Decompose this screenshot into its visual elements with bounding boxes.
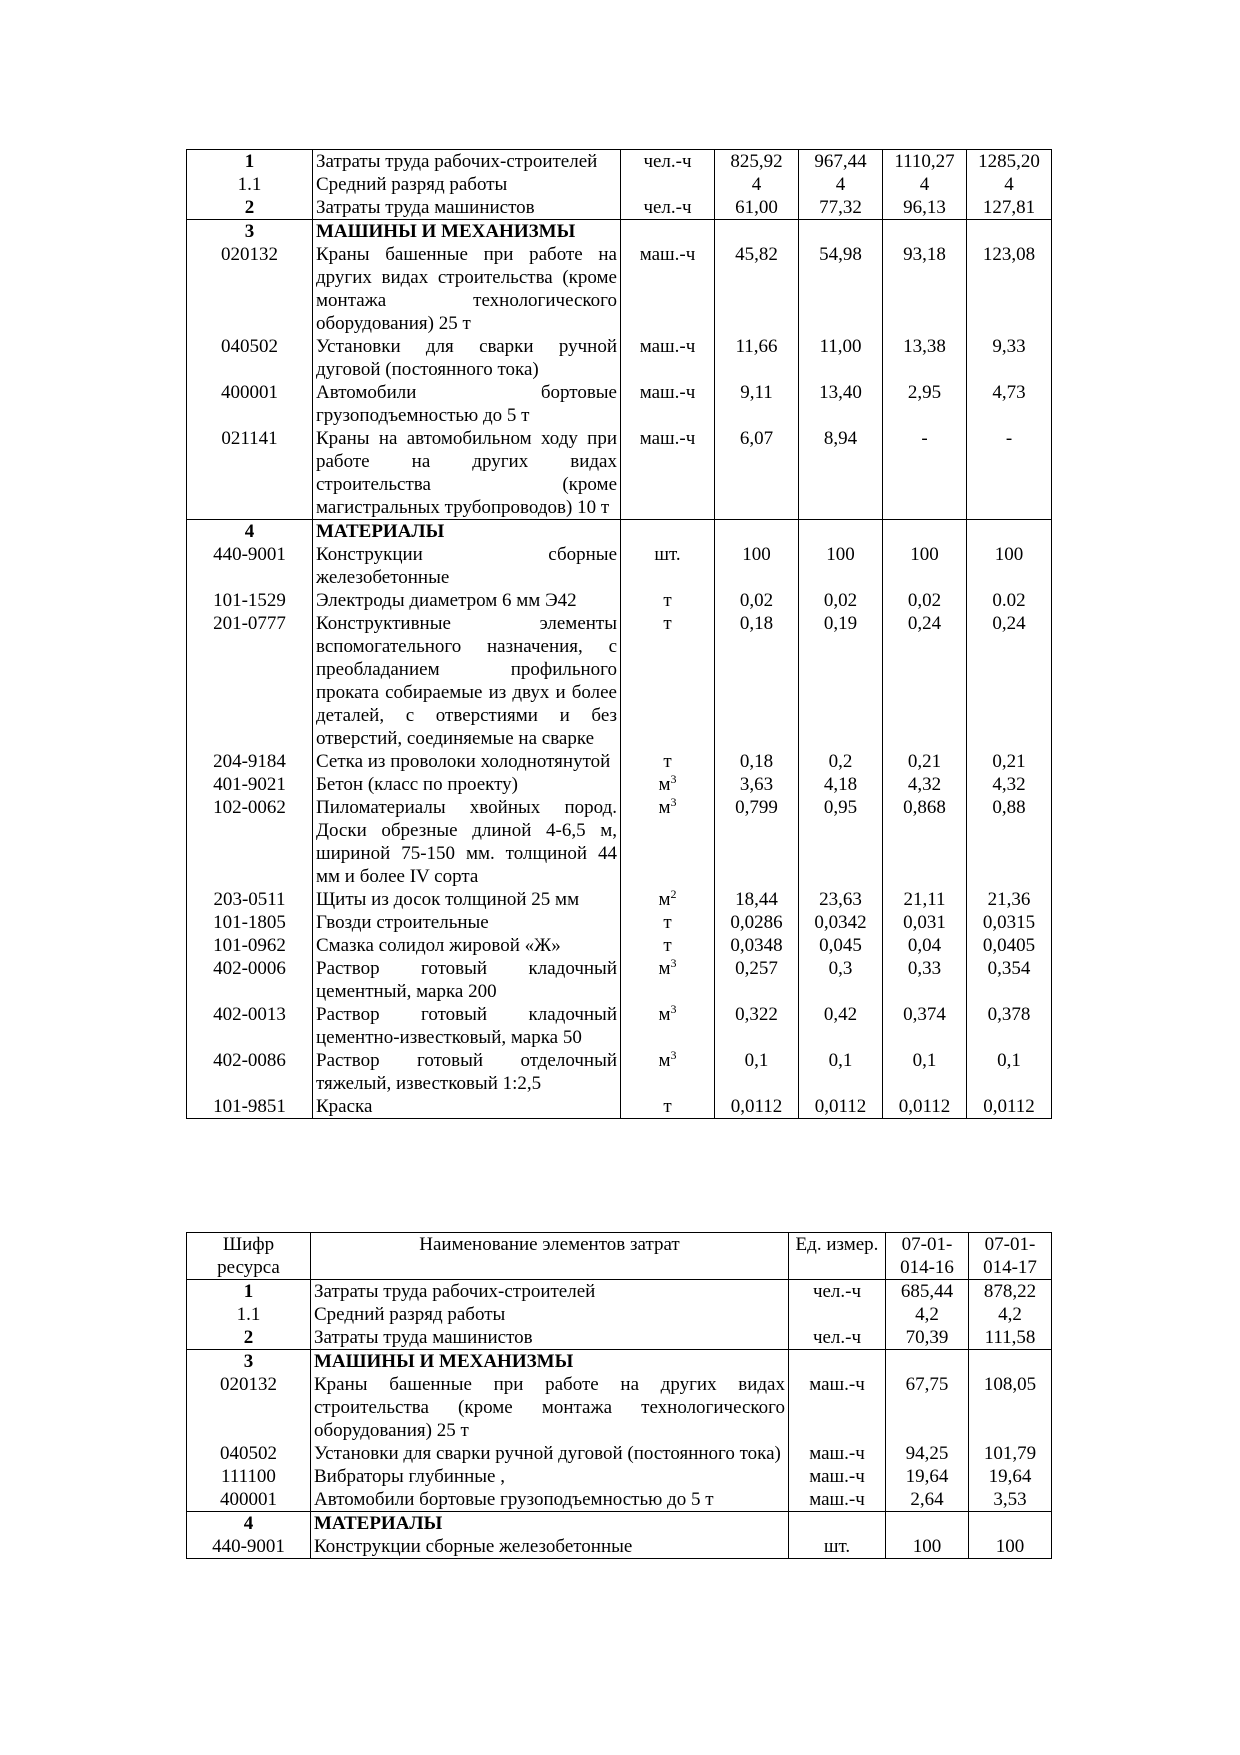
value-cell-3: 2,95 <box>883 381 967 427</box>
unit-cell <box>789 1512 886 1536</box>
value-cell-2: 0,0112 <box>799 1095 883 1119</box>
value-cell-3: 13,38 <box>883 335 967 381</box>
unit-cell <box>789 1488 886 1512</box>
unit-cell <box>621 381 715 427</box>
unit-superscript: 3 <box>670 772 677 786</box>
unit-cell <box>621 427 715 520</box>
value-cell-1: 9,11 <box>715 381 799 427</box>
value-cell-2: 54,98 <box>799 243 883 335</box>
table-row <box>187 750 1052 773</box>
unit-cell <box>621 1049 715 1095</box>
value-cell-2: 878,22 <box>969 1280 1052 1304</box>
unit-text: м <box>658 1004 671 1025</box>
unit-cell <box>621 220 715 244</box>
table-row <box>187 957 1052 1003</box>
unit-cell <box>621 1095 715 1119</box>
resource-name: Затраты труда машинистов <box>313 196 621 220</box>
unit-cell <box>621 888 715 911</box>
value-cell-1: 61,00 <box>715 196 799 220</box>
unit-text: т <box>663 590 672 611</box>
unit-text: маш.-ч <box>639 382 696 403</box>
resource-code: 2 <box>187 1326 311 1350</box>
resource-name: МАШИНЫ И МЕХАНИЗМЫ <box>313 220 621 244</box>
unit-superscript: 3 <box>670 795 677 809</box>
unit-text: м <box>658 958 671 979</box>
resource-code: 402-0013 <box>187 1003 313 1049</box>
unit-cell <box>789 1442 886 1465</box>
value-cell-3: 0,0112 <box>883 1095 967 1119</box>
unit-text: маш.-ч <box>809 1489 865 1510</box>
value-cell-2: 100 <box>799 543 883 589</box>
unit-cell <box>621 335 715 381</box>
value-cell-4: 4 <box>967 173 1052 196</box>
resource-code: 101-1529 <box>187 589 313 612</box>
value-cell-4: 0,0315 <box>967 911 1052 934</box>
value-cell-4: 0,378 <box>967 1003 1052 1049</box>
resource-name: Смазка солидол жировой «Ж» <box>313 934 621 957</box>
resource-code: 102-0062 <box>187 796 313 888</box>
table-row <box>187 543 1052 589</box>
value-cell-2: 4 <box>799 173 883 196</box>
unit-cell <box>621 773 715 796</box>
table-row <box>187 612 1052 750</box>
value-cell-1: 0,1 <box>715 1049 799 1095</box>
value-cell-4: 4,32 <box>967 773 1052 796</box>
unit-cell <box>621 173 715 196</box>
unit-cell <box>621 196 715 220</box>
resource-code: 400001 <box>187 1488 311 1512</box>
value-cell-1: 3,63 <box>715 773 799 796</box>
value-cell-2: 0,0342 <box>799 911 883 934</box>
value-cell-2: 111,58 <box>969 1326 1052 1350</box>
value-cell-3: 0,33 <box>883 957 967 1003</box>
resource-code: 440-9001 <box>187 543 313 589</box>
resource-name: Затраты труда машинистов <box>311 1326 789 1350</box>
table-row <box>187 173 1052 196</box>
value-cell-4: 0,0405 <box>967 934 1052 957</box>
header-unit: Ед. измер. <box>789 1233 886 1280</box>
section-row <box>187 1512 1052 1536</box>
value-cell-4: 0,354 <box>967 957 1052 1003</box>
value-cell-4: 0,1 <box>967 1049 1052 1095</box>
resource-code: 4 <box>187 1512 311 1536</box>
value-cell-4: 123,08 <box>967 243 1052 335</box>
value-cell-1: 100 <box>715 543 799 589</box>
resource-name: Бетон (класс по проекту) <box>313 773 621 796</box>
resource-code: 020132 <box>187 243 313 335</box>
value-cell-3: 0,02 <box>883 589 967 612</box>
value-cell-2: 3,53 <box>969 1488 1052 1512</box>
unit-cell <box>621 750 715 773</box>
resource-name: Краны башенные при работе на других видах строительства (кроме монтажа технологического оборудования) 25 т <box>311 1373 789 1442</box>
value-cell-4: 100 <box>967 543 1052 589</box>
value-cell-1: 825,92 <box>715 150 799 174</box>
resource-name: Конструкции сборные железобетонные <box>313 543 621 589</box>
value-cell-2: 108,05 <box>969 1373 1052 1442</box>
resource-code: 401-9021 <box>187 773 313 796</box>
resource-name: Электроды диаметром 6 мм Э42 <box>313 589 621 612</box>
unit-superscript: 3 <box>670 956 677 970</box>
resource-code: 3 <box>187 220 313 244</box>
value-cell-2: 4,18 <box>799 773 883 796</box>
table-row <box>187 1373 1052 1442</box>
value-cell-2: 13,40 <box>799 381 883 427</box>
value-cell-1: 0,18 <box>715 750 799 773</box>
unit-text: маш.-ч <box>809 1466 865 1487</box>
value-cell <box>967 220 1052 244</box>
value-cell-1: 11,66 <box>715 335 799 381</box>
table-row <box>187 1488 1052 1512</box>
unit-text: м <box>658 797 671 818</box>
value-cell-2: 0,02 <box>799 589 883 612</box>
resource-code: 1 <box>187 150 313 174</box>
value-cell-1: 67,75 <box>886 1373 969 1442</box>
resource-name: Автомобили бортовые грузоподъемностью до 5 т <box>311 1488 789 1512</box>
unit-cell <box>621 957 715 1003</box>
unit-cell <box>621 150 715 174</box>
value-cell-2: 101,79 <box>969 1442 1052 1465</box>
value-cell-4: 4,73 <box>967 381 1052 427</box>
unit-text: м <box>658 1050 671 1071</box>
unit-text: чел.-ч <box>643 151 692 172</box>
table-row <box>187 773 1052 796</box>
value-cell-3: 4 <box>883 173 967 196</box>
table-row <box>187 888 1052 911</box>
unit-text: т <box>663 613 672 634</box>
resource-code: 203-0511 <box>187 888 313 911</box>
header-col-2: 07-01-014-17 <box>969 1233 1052 1280</box>
value-cell <box>715 220 799 244</box>
resource-code: 020132 <box>187 1373 311 1442</box>
resource-name: Вибраторы глубинные , <box>311 1465 789 1488</box>
resource-code: 101-9851 <box>187 1095 313 1119</box>
unit-text: чел.-ч <box>643 197 692 218</box>
value-cell-1: 18,44 <box>715 888 799 911</box>
section-row <box>187 220 1052 244</box>
resource-code: 204-9184 <box>187 750 313 773</box>
resource-code: 1.1 <box>187 1303 311 1326</box>
value-cell-2: 0,045 <box>799 934 883 957</box>
value-cell-2: 19,64 <box>969 1465 1052 1488</box>
resource-code: 402-0086 <box>187 1049 313 1095</box>
unit-text: т <box>663 751 672 772</box>
value-cell <box>967 520 1052 544</box>
value-cell <box>883 520 967 544</box>
resource-name: Сетка из проволоки холоднотянутой <box>313 750 621 773</box>
table-row <box>187 427 1052 520</box>
resource-name: Пиломатериалы хвойных пород. Доски обрезные длиной 4-6,5 м, шириной 75-150 мм. толщиной 44 мм и более IV сорта <box>313 796 621 888</box>
value-cell-3: 0,04 <box>883 934 967 957</box>
unit-text: маш.-ч <box>639 244 696 265</box>
resource-name: Автомобили бортовые грузоподъемностью до 5 т <box>313 381 621 427</box>
value-cell-4: 0,88 <box>967 796 1052 888</box>
value-cell-3: 0,374 <box>883 1003 967 1049</box>
unit-text: т <box>663 935 672 956</box>
value-cell <box>799 520 883 544</box>
unit-cell <box>621 796 715 888</box>
resource-code: 4 <box>187 520 313 544</box>
value-cell <box>715 520 799 544</box>
resource-name: Средний разряд работы <box>313 173 621 196</box>
value-cell-4: - <box>967 427 1052 520</box>
value-cell-2: 0,42 <box>799 1003 883 1049</box>
resource-code: 402-0006 <box>187 957 313 1003</box>
value-cell-1: 0,322 <box>715 1003 799 1049</box>
unit-cell <box>789 1373 886 1442</box>
table-row <box>187 335 1052 381</box>
table-row <box>187 1465 1052 1488</box>
value-cell-4: 127,81 <box>967 196 1052 220</box>
table-header-row <box>187 1233 1052 1280</box>
unit-text: т <box>663 1096 672 1117</box>
table-row <box>187 196 1052 220</box>
value-cell-3: 0,031 <box>883 911 967 934</box>
unit-cell <box>621 243 715 335</box>
resource-name: МАШИНЫ И МЕХАНИЗМЫ <box>311 1350 789 1374</box>
resource-name: Краны башенные при работе на других видах строительства (кроме монтажа технологического оборудования) 25 т <box>313 243 621 335</box>
unit-cell <box>789 1465 886 1488</box>
unit-cell <box>789 1303 886 1326</box>
unit-text: маш.-ч <box>809 1374 865 1395</box>
value-cell-1: 4,2 <box>886 1303 969 1326</box>
unit-text: маш.-ч <box>639 428 696 449</box>
unit-text: чел.-ч <box>812 1281 862 1302</box>
value-cell-3: - <box>883 427 967 520</box>
resource-name: Конструкции сборные железобетонные <box>311 1535 789 1559</box>
unit-cell <box>621 520 715 544</box>
unit-cell <box>789 1350 886 1374</box>
value-cell-2: 11,00 <box>799 335 883 381</box>
value-cell-4: 0,24 <box>967 612 1052 750</box>
value-cell-2: 0,1 <box>799 1049 883 1095</box>
table-row <box>187 1003 1052 1049</box>
table-row <box>187 589 1052 612</box>
table-row <box>187 1280 1052 1304</box>
table-row <box>187 796 1052 888</box>
unit-text: м <box>658 774 671 795</box>
value-cell-1: 0,799 <box>715 796 799 888</box>
resource-name: Гвозди строительные <box>313 911 621 934</box>
value-cell-1: 0,0286 <box>715 911 799 934</box>
resource-code: 440-9001 <box>187 1535 311 1559</box>
value-cell <box>799 220 883 244</box>
resource-name: МАТЕРИАЛЫ <box>313 520 621 544</box>
table-row <box>187 1535 1052 1559</box>
value-cell-1: 70,39 <box>886 1326 969 1350</box>
value-cell <box>886 1512 969 1536</box>
value-cell-3: 0,24 <box>883 612 967 750</box>
value-cell-2: 8,94 <box>799 427 883 520</box>
resource-table-2 <box>186 1232 1052 1559</box>
resource-code: 400001 <box>187 381 313 427</box>
value-cell-3: 0,1 <box>883 1049 967 1095</box>
resource-code: 1 <box>187 1280 311 1304</box>
value-cell <box>969 1350 1052 1374</box>
resource-name: Затраты труда рабочих-строителей <box>313 150 621 174</box>
value-cell-1: 6,07 <box>715 427 799 520</box>
table-row <box>187 1326 1052 1350</box>
resource-name: МАТЕРИАЛЫ <box>311 1512 789 1536</box>
header-code: Шифр ресурса <box>187 1233 311 1280</box>
resource-code: 3 <box>187 1350 311 1374</box>
unit-cell <box>621 934 715 957</box>
unit-cell <box>789 1326 886 1350</box>
unit-text: шт. <box>654 544 681 565</box>
resource-code: 111100 <box>187 1465 311 1488</box>
value-cell-4: 0,21 <box>967 750 1052 773</box>
value-cell-3: 93,18 <box>883 243 967 335</box>
unit-text: маш.-ч <box>809 1443 865 1464</box>
unit-cell <box>621 543 715 589</box>
resource-code: 040502 <box>187 1442 311 1465</box>
table-row <box>187 934 1052 957</box>
value-cell-1: 0,02 <box>715 589 799 612</box>
resource-name: Установки для сварки ручной дуговой (постоянного тока) <box>313 335 621 381</box>
value-cell-2: 967,44 <box>799 150 883 174</box>
value-cell-2: 0,19 <box>799 612 883 750</box>
value-cell-3: 0,868 <box>883 796 967 888</box>
value-cell-1: 0,0112 <box>715 1095 799 1119</box>
value-cell-1: 0,257 <box>715 957 799 1003</box>
unit-cell <box>621 1003 715 1049</box>
resource-name: Раствор готовый кладочный цементный, марка 200 <box>313 957 621 1003</box>
value-cell-3: 21,11 <box>883 888 967 911</box>
resource-code: 101-1805 <box>187 911 313 934</box>
resource-name: Установки для сварки ручной дуговой (постоянного тока) <box>311 1442 789 1465</box>
resource-code: 201-0777 <box>187 612 313 750</box>
value-cell-2: 4,2 <box>969 1303 1052 1326</box>
value-cell-1: 19,64 <box>886 1465 969 1488</box>
value-cell-4: 21,36 <box>967 888 1052 911</box>
header-name: Наименование элементов затрат <box>311 1233 789 1280</box>
table-row <box>187 1303 1052 1326</box>
unit-cell <box>621 612 715 750</box>
value-cell <box>969 1512 1052 1536</box>
table-row <box>187 911 1052 934</box>
value-cell-4: 9,33 <box>967 335 1052 381</box>
unit-cell <box>621 911 715 934</box>
section-row <box>187 1350 1052 1374</box>
resource-code: 1.1 <box>187 173 313 196</box>
unit-text: маш.-ч <box>639 336 696 357</box>
value-cell-3: 0,21 <box>883 750 967 773</box>
value-cell-2: 0,3 <box>799 957 883 1003</box>
unit-cell <box>621 589 715 612</box>
unit-superscript: 2 <box>670 887 677 901</box>
table-row <box>187 381 1052 427</box>
resource-name: Средний разряд работы <box>311 1303 789 1326</box>
value-cell-2: 0,2 <box>799 750 883 773</box>
unit-cell <box>789 1280 886 1304</box>
unit-text: чел.-ч <box>812 1327 862 1348</box>
value-cell-3: 1110,27 <box>883 150 967 174</box>
header-col-1: 07-01-014-16 <box>886 1233 969 1280</box>
resource-name: Раствор готовый кладочный цементно-известковый, марка 50 <box>313 1003 621 1049</box>
table-row <box>187 150 1052 174</box>
resource-name: Конструктивные элементы вспомогательного назначения, с преобладанием профильного проката собираемые из двух и более деталей, с отверстиями и без отверстий, соединяемые на сварке <box>313 612 621 750</box>
resource-code: 040502 <box>187 335 313 381</box>
section-row <box>187 520 1052 544</box>
value-cell-2: 100 <box>969 1535 1052 1559</box>
value-cell-1: 100 <box>886 1535 969 1559</box>
resource-code: 021141 <box>187 427 313 520</box>
unit-text: м <box>658 889 671 910</box>
value-cell-1: 2,64 <box>886 1488 969 1512</box>
value-cell-1: 94,25 <box>886 1442 969 1465</box>
unit-text: шт. <box>823 1536 851 1557</box>
unit-text: т <box>663 912 672 933</box>
value-cell-2: 23,63 <box>799 888 883 911</box>
resource-code: 101-0962 <box>187 934 313 957</box>
resource-table-1 <box>186 149 1052 1119</box>
value-cell-3: 4,32 <box>883 773 967 796</box>
unit-superscript: 3 <box>670 1048 677 1062</box>
value-cell <box>883 220 967 244</box>
resource-name: Краска <box>313 1095 621 1119</box>
value-cell-1: 45,82 <box>715 243 799 335</box>
value-cell-3: 96,13 <box>883 196 967 220</box>
unit-cell <box>789 1535 886 1559</box>
resource-code: 2 <box>187 196 313 220</box>
table-row <box>187 1095 1052 1119</box>
value-cell-2: 77,32 <box>799 196 883 220</box>
value-cell-2: 0,95 <box>799 796 883 888</box>
value-cell-1: 0,18 <box>715 612 799 750</box>
resource-name: Затраты труда рабочих-строителей <box>311 1280 789 1304</box>
value-cell-3: 100 <box>883 543 967 589</box>
value-cell-4: 1285,20 <box>967 150 1052 174</box>
unit-superscript: 3 <box>670 1002 677 1016</box>
value-cell-4: 0.02 <box>967 589 1052 612</box>
resource-name: Краны на автомобильном ходу при работе на других видах строительства (кроме магистральных трубопроводов) 10 т <box>313 427 621 520</box>
value-cell-1: 0,0348 <box>715 934 799 957</box>
value-cell-1: 685,44 <box>886 1280 969 1304</box>
value-cell <box>886 1350 969 1374</box>
value-cell-1: 4 <box>715 173 799 196</box>
table-row <box>187 1442 1052 1465</box>
table-row <box>187 243 1052 335</box>
resource-name: Раствор готовый отделочный тяжелый, известковый 1:2,5 <box>313 1049 621 1095</box>
resource-name: Щиты из досок толщиной 25 мм <box>313 888 621 911</box>
table-row <box>187 1049 1052 1095</box>
value-cell-4: 0,0112 <box>967 1095 1052 1119</box>
